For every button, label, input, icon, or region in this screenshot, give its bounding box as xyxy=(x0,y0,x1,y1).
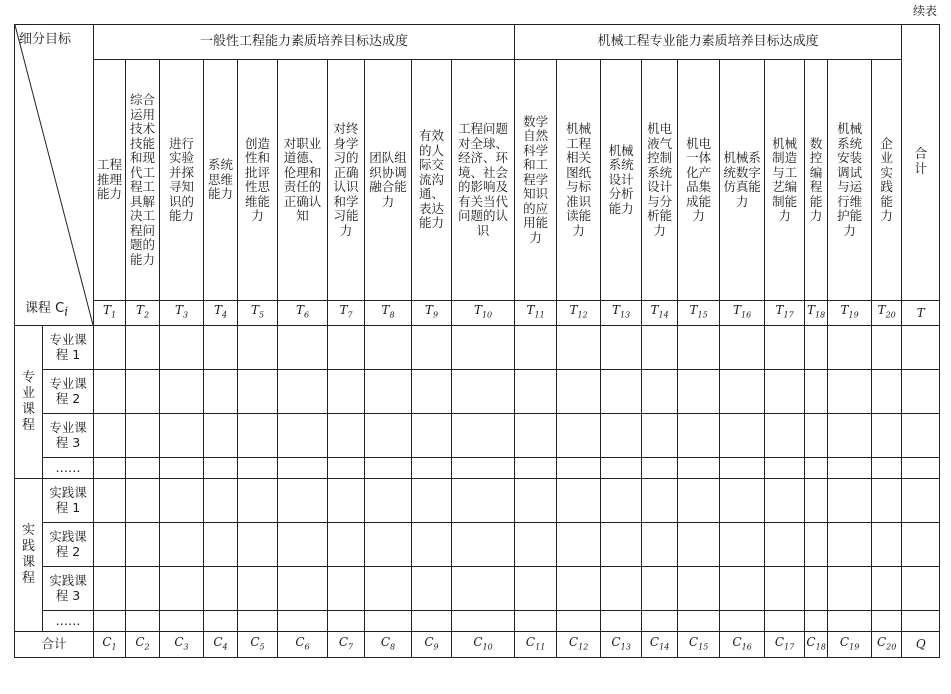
course-cell xyxy=(872,479,902,523)
footer-label: 合计 xyxy=(15,632,94,658)
footer-value-c10: $C_{10}$ xyxy=(452,632,515,658)
category-label: 实践课程 xyxy=(21,523,35,586)
ellipsis-cell xyxy=(412,611,452,632)
course-cell xyxy=(126,567,160,611)
course-cell xyxy=(160,479,204,523)
course-cell xyxy=(872,326,902,370)
ellipsis-cell xyxy=(278,611,328,632)
course-row xyxy=(15,567,940,611)
column-header-t1: 工程推理能力 xyxy=(94,60,126,301)
ellipsis-cell xyxy=(452,458,515,479)
course-cell xyxy=(642,370,678,414)
column-header-t12: 机械工程相关图纸与标准识读能力 xyxy=(557,60,601,301)
column-header-t16: 机械系统数字仿真能力 xyxy=(720,60,765,301)
course-cell xyxy=(642,523,678,567)
course-row xyxy=(15,414,940,458)
course-cell xyxy=(452,370,515,414)
ellipsis-cell xyxy=(601,458,642,479)
course-cell xyxy=(412,370,452,414)
column-symbol-t4: $T_4$ xyxy=(204,301,238,326)
course-cell xyxy=(160,567,204,611)
course-cell xyxy=(642,414,678,458)
course-cell xyxy=(204,326,238,370)
course-cell xyxy=(160,326,204,370)
course-cell xyxy=(805,523,828,567)
ellipsis-cell xyxy=(204,458,238,479)
course-cell xyxy=(805,567,828,611)
ellipsis-cell xyxy=(642,458,678,479)
course-cell xyxy=(412,567,452,611)
course-cell xyxy=(601,523,642,567)
course-cell xyxy=(365,567,412,611)
continued-label: 续表 xyxy=(912,4,937,18)
course-cell xyxy=(328,479,365,523)
course-cell xyxy=(557,326,601,370)
course-cell xyxy=(720,370,765,414)
ellipsis-cell xyxy=(765,458,805,479)
footer-value-c4: $C_4$ xyxy=(204,632,238,658)
column-symbol-t11: $T_{11}$ xyxy=(515,301,557,326)
ellipsis-cell xyxy=(204,611,238,632)
course-cell xyxy=(238,414,278,458)
course-cell xyxy=(238,479,278,523)
column-symbol-t2: $T_2$ xyxy=(126,301,160,326)
ellipsis-cell xyxy=(872,458,902,479)
course-cell xyxy=(328,326,365,370)
column-symbol-t20: $T_{20}$ xyxy=(872,301,902,326)
course-cell xyxy=(828,523,872,567)
ellipsis-cell xyxy=(328,458,365,479)
footer-value-c6: $C_6$ xyxy=(278,632,328,658)
column-header-t20: 企业实践能力 xyxy=(872,60,902,301)
course-cell xyxy=(126,370,160,414)
footer-value-c2: $C_2$ xyxy=(126,632,160,658)
course-cell xyxy=(828,326,872,370)
course-name: 专业课程 1 xyxy=(43,326,94,370)
mech-group-header: 机械工程专业能力素质培养目标达成度 xyxy=(515,25,902,60)
column-header-t10: 工程问题对全球、经济、环境、社会的影响及有关当代问题的认识 xyxy=(452,60,515,301)
course-cell xyxy=(412,414,452,458)
footer-value-c15: $C_{15}$ xyxy=(678,632,720,658)
footer-value-c16: $C_{16}$ xyxy=(720,632,765,658)
course-cell xyxy=(328,523,365,567)
course-row xyxy=(15,523,940,567)
course-cell xyxy=(872,414,902,458)
course-name: 实践课程 3 xyxy=(43,567,94,611)
course-cell xyxy=(515,326,557,370)
ellipsis-cell xyxy=(678,458,720,479)
course-cell xyxy=(902,414,940,458)
course-cell xyxy=(765,567,805,611)
column-header-t6: 对职业道德、伦理和责任的正确认知 xyxy=(278,60,328,301)
course-name: 实践课程 2 xyxy=(43,523,94,567)
corner-cell xyxy=(15,25,94,326)
course-cell xyxy=(278,479,328,523)
course-cell xyxy=(515,414,557,458)
course-cell xyxy=(601,326,642,370)
course-cell xyxy=(278,567,328,611)
footer-value-c12: $C_{12}$ xyxy=(557,632,601,658)
course-cell xyxy=(720,479,765,523)
course-cell xyxy=(452,567,515,611)
ellipsis-cell xyxy=(126,611,160,632)
course-cell xyxy=(94,326,126,370)
column-symbol-t1: $T_1$ xyxy=(94,301,126,326)
ellipsis-cell xyxy=(828,458,872,479)
category-cell xyxy=(15,326,43,479)
column-symbol-t16: $T_{16}$ xyxy=(720,301,765,326)
course-cell xyxy=(828,414,872,458)
course-cell xyxy=(601,370,642,414)
course-cell xyxy=(720,523,765,567)
course-name: 专业课程 2 xyxy=(43,370,94,414)
course-cell xyxy=(412,523,452,567)
ellipsis-cell xyxy=(278,458,328,479)
course-row xyxy=(15,326,940,370)
course-cell xyxy=(515,567,557,611)
course-cell xyxy=(204,370,238,414)
ellipsis-cell xyxy=(452,611,515,632)
footer-value-c8: $C_8$ xyxy=(365,632,412,658)
ellipsis-cell xyxy=(601,611,642,632)
course-cell xyxy=(452,479,515,523)
column-symbol-t17: $T_{17}$ xyxy=(765,301,805,326)
course-cell xyxy=(452,414,515,458)
ellipsis-cell xyxy=(720,611,765,632)
course-cell xyxy=(452,523,515,567)
column-symbol-t15: $T_{15}$ xyxy=(678,301,720,326)
course-cell xyxy=(872,523,902,567)
column-symbol-t10: $T_{10}$ xyxy=(452,301,515,326)
course-cell xyxy=(204,567,238,611)
course-cell xyxy=(126,414,160,458)
ellipsis-cell xyxy=(557,611,601,632)
course-cell xyxy=(902,523,940,567)
footer-value-c14: $C_{14}$ xyxy=(642,632,678,658)
course-cell xyxy=(678,370,720,414)
column-symbol-t9: $T_9$ xyxy=(412,301,452,326)
course-cell xyxy=(204,414,238,458)
course-cell xyxy=(365,479,412,523)
course-cell xyxy=(238,370,278,414)
ellipsis-cell xyxy=(765,611,805,632)
course-cell xyxy=(642,326,678,370)
course-cell xyxy=(204,523,238,567)
ellipsis-label: …… xyxy=(43,458,94,479)
course-cell xyxy=(515,523,557,567)
column-symbol-t3: $T_3$ xyxy=(160,301,204,326)
course-cell xyxy=(365,523,412,567)
course-cell xyxy=(94,370,126,414)
diagonal-line xyxy=(15,25,93,325)
column-symbol-t7: $T_7$ xyxy=(328,301,365,326)
corner-top-label: 细分目标 xyxy=(19,32,72,47)
ellipsis-cell xyxy=(126,458,160,479)
course-cell xyxy=(94,567,126,611)
course-cell xyxy=(902,326,940,370)
course-cell xyxy=(872,370,902,414)
course-cell xyxy=(720,326,765,370)
footer-value-c7: $C_7$ xyxy=(328,632,365,658)
course-cell xyxy=(126,326,160,370)
column-header-t7: 对终身学习的正确认识和学习能力 xyxy=(328,60,365,301)
course-cell xyxy=(160,370,204,414)
course-cell xyxy=(720,567,765,611)
course-cell xyxy=(328,567,365,611)
course-cell xyxy=(204,479,238,523)
ellipsis-row xyxy=(15,458,940,479)
ellipsis-cell xyxy=(557,458,601,479)
total-symbol: T xyxy=(902,301,940,326)
course-cell xyxy=(557,414,601,458)
ellipsis-cell xyxy=(805,611,828,632)
course-cell xyxy=(642,479,678,523)
course-cell xyxy=(805,414,828,458)
column-header-t3: 进行实验并探寻知识的能力 xyxy=(160,60,204,301)
course-cell xyxy=(278,523,328,567)
course-cell xyxy=(515,370,557,414)
total-column-header: 合计 xyxy=(902,25,940,301)
corner-bottom-label: 课程 $C_i$ xyxy=(25,300,69,319)
course-cell xyxy=(872,567,902,611)
footer-value-c5: $C_5$ xyxy=(238,632,278,658)
course-cell xyxy=(720,414,765,458)
course-cell xyxy=(601,479,642,523)
footer-value-c9: $C_9$ xyxy=(412,632,452,658)
ellipsis-cell xyxy=(515,458,557,479)
course-cell xyxy=(238,523,278,567)
column-symbol-t19: $T_{19}$ xyxy=(828,301,872,326)
course-cell xyxy=(642,567,678,611)
column-header-t18: 数控编程能力 xyxy=(805,60,828,301)
course-cell xyxy=(828,567,872,611)
footer-value-c20: $C_{20}$ xyxy=(872,632,902,658)
column-header-t19: 机械系统安装调试与运行维护能力 xyxy=(828,60,872,301)
column-symbol-t8: $T_8$ xyxy=(365,301,412,326)
column-symbol-t6: $T_6$ xyxy=(278,301,328,326)
course-cell xyxy=(557,370,601,414)
ellipsis-cell xyxy=(412,458,452,479)
course-cell xyxy=(94,479,126,523)
category-label: 专业课程 xyxy=(21,370,35,433)
course-cell xyxy=(365,370,412,414)
course-cell xyxy=(557,479,601,523)
column-header-t4: 系统思维能力 xyxy=(204,60,238,301)
course-cell xyxy=(828,479,872,523)
column-symbol-t18: $T_{18}$ xyxy=(805,301,828,326)
column-header-t8: 团队组织协调融合能力 xyxy=(365,60,412,301)
course-cell xyxy=(828,370,872,414)
general-group-header: 一般性工程能力素质培养目标达成度 xyxy=(94,25,515,60)
course-cell xyxy=(805,326,828,370)
course-cell xyxy=(365,326,412,370)
course-row xyxy=(15,479,940,523)
attainment-matrix-table xyxy=(14,24,940,658)
course-cell xyxy=(765,414,805,458)
course-cell xyxy=(902,479,940,523)
category-cell xyxy=(15,479,43,632)
ellipsis-label: …… xyxy=(43,611,94,632)
ellipsis-cell xyxy=(902,458,940,479)
course-cell xyxy=(902,370,940,414)
column-header-t9: 有效的人际交流沟通、表达能力 xyxy=(412,60,452,301)
column-symbol-t12: $T_{12}$ xyxy=(557,301,601,326)
ellipsis-cell xyxy=(238,611,278,632)
footer-value-c17: $C_{17}$ xyxy=(765,632,805,658)
course-row xyxy=(15,370,940,414)
course-cell xyxy=(328,370,365,414)
course-cell xyxy=(601,414,642,458)
footer-value-c1: $C_1$ xyxy=(94,632,126,658)
footer-value-c13: $C_{13}$ xyxy=(601,632,642,658)
column-header-t2: 综合运用技术技能和现代工程工具解决工程问题的能力 xyxy=(126,60,160,301)
course-cell xyxy=(557,567,601,611)
ellipsis-cell xyxy=(94,611,126,632)
course-cell xyxy=(902,567,940,611)
ellipsis-cell xyxy=(94,458,126,479)
course-cell xyxy=(94,414,126,458)
ellipsis-cell xyxy=(160,611,204,632)
course-cell xyxy=(765,326,805,370)
course-cell xyxy=(160,414,204,458)
ellipsis-cell xyxy=(872,611,902,632)
ellipsis-cell xyxy=(678,611,720,632)
ellipsis-cell xyxy=(328,611,365,632)
course-cell xyxy=(557,523,601,567)
footer-value-c11: $C_{11}$ xyxy=(515,632,557,658)
course-cell xyxy=(452,326,515,370)
course-cell xyxy=(805,370,828,414)
course-cell xyxy=(328,414,365,458)
column-header-t5: 创造性和批评性思维能力 xyxy=(238,60,278,301)
column-header-t14: 机电液气控制系统设计与分析能力 xyxy=(642,60,678,301)
column-symbol-t13: $T_{13}$ xyxy=(601,301,642,326)
ellipsis-cell xyxy=(365,611,412,632)
column-symbol-t14: $T_{14}$ xyxy=(642,301,678,326)
ellipsis-cell xyxy=(238,458,278,479)
course-cell xyxy=(238,326,278,370)
course-cell xyxy=(126,479,160,523)
course-cell xyxy=(805,479,828,523)
ellipsis-cell xyxy=(515,611,557,632)
course-name: 实践课程 1 xyxy=(43,479,94,523)
course-cell xyxy=(238,567,278,611)
course-cell xyxy=(765,479,805,523)
course-cell xyxy=(678,567,720,611)
course-cell xyxy=(412,479,452,523)
ellipsis-cell xyxy=(902,611,940,632)
footer-value-c18: $C_{18}$ xyxy=(805,632,828,658)
course-cell xyxy=(765,370,805,414)
course-name: 专业课程 3 xyxy=(43,414,94,458)
ellipsis-cell xyxy=(805,458,828,479)
course-cell xyxy=(678,326,720,370)
course-cell xyxy=(126,523,160,567)
course-cell xyxy=(678,414,720,458)
column-header-t11: 数学自然科学和工程学知识的应用能力 xyxy=(515,60,557,301)
ellipsis-cell xyxy=(365,458,412,479)
ellipsis-cell xyxy=(720,458,765,479)
column-header-t13: 机械系统设计分析能力 xyxy=(601,60,642,301)
column-header-t15: 机电一体化产品集成能力 xyxy=(678,60,720,301)
ellipsis-cell xyxy=(642,611,678,632)
course-cell xyxy=(94,523,126,567)
footer-total: Q xyxy=(902,632,940,658)
course-cell xyxy=(765,523,805,567)
course-cell xyxy=(278,326,328,370)
course-cell xyxy=(278,414,328,458)
ellipsis-cell xyxy=(828,611,872,632)
ellipsis-cell xyxy=(160,458,204,479)
course-cell xyxy=(601,567,642,611)
course-cell xyxy=(678,479,720,523)
course-cell xyxy=(412,326,452,370)
course-cell xyxy=(365,414,412,458)
course-cell xyxy=(678,523,720,567)
footer-value-c19: $C_{19}$ xyxy=(828,632,872,658)
course-cell xyxy=(278,370,328,414)
course-cell xyxy=(160,523,204,567)
footer-value-c3: $C_3$ xyxy=(160,632,204,658)
footer-row xyxy=(15,632,940,658)
ellipsis-row xyxy=(15,611,940,632)
course-cell xyxy=(515,479,557,523)
column-symbol-t5: $T_5$ xyxy=(238,301,278,326)
column-header-t17: 机械制造与工艺编制能力 xyxy=(765,60,805,301)
